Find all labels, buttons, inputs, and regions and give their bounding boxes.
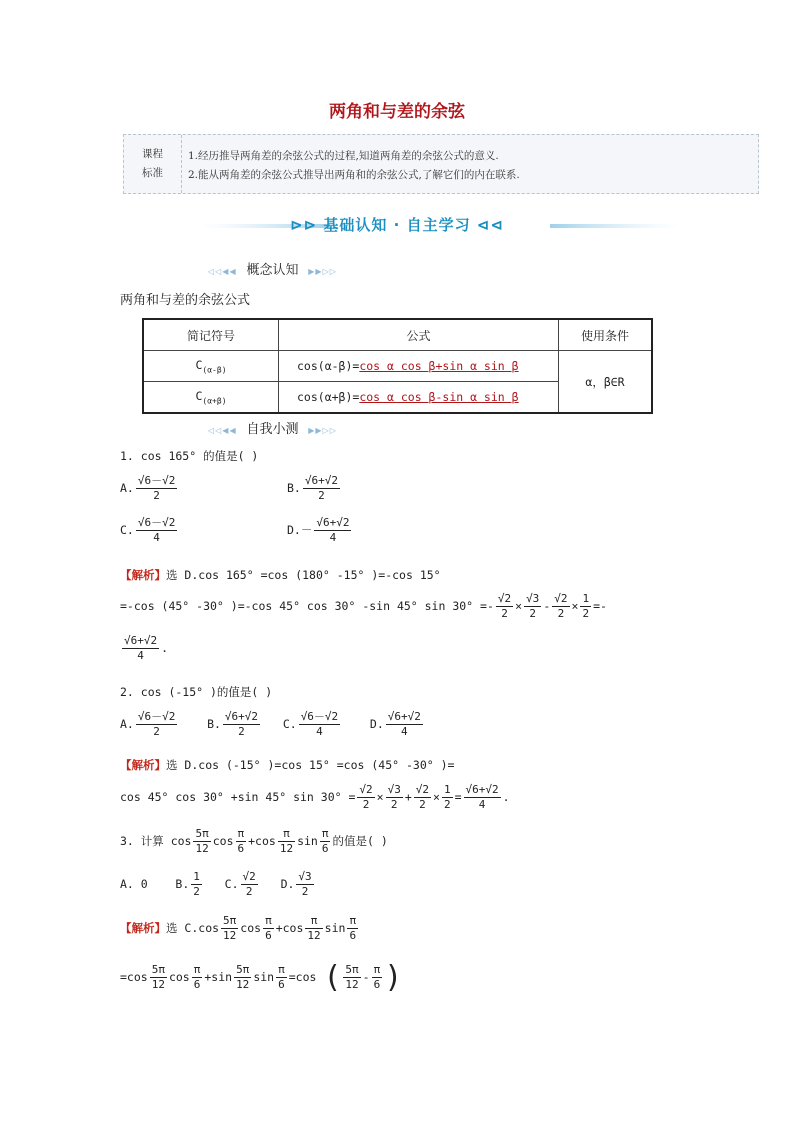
standard-item-2: 2.能从两角差的余弦公式推导出两角和的余弦公式,了解它们的内在联系.: [188, 169, 520, 181]
table-header: 简记符号: [143, 319, 279, 351]
formula-cell: cos(α+β)=cos α cos β-sin α sin β: [279, 382, 559, 414]
q1-option-b: B. $\frac{√6+√2}{2}$: [287, 474, 338, 502]
standard-item-1: 1.经历推导两角差的余弦公式的过程,知道两角差的余弦公式的意义.: [188, 150, 499, 162]
self-test-heading: ◁◁◀◀ 自我小测 ▶▶▷▷: [208, 422, 337, 437]
q2-answer-line-2: cos 45° cos 30° +sin 45° sin 30° = $\frac{√2}{2}$ × $\frac{√3}{2}$ + $\frac{√2}{2}$ × $\frac{1}{2}$ = $\frac{√6+√2}{4}$ .: [120, 783, 510, 811]
formula-table: [142, 318, 653, 414]
condition-cell: α，β∈R: [559, 351, 653, 414]
page-title: 两角和与差的余弦: [329, 102, 465, 122]
q1-answer-line-3: $\frac{√6+√2}{4}$ .: [124, 634, 169, 662]
question-1-stem: 1. cos 165° 的值是( ): [120, 449, 259, 463]
table-header: 公式: [279, 319, 559, 351]
q3-answer-line-1: 【解析】选 C.cos $\frac{5\pi}{12}$ cos $\frac{\pi}{6}$ +cos $\frac{\pi}{12}$ sin $\frac{\pi}{6}$: [120, 914, 357, 942]
symbol-cell: $C_{(\alpha-\beta)}$: [143, 351, 279, 382]
q1-option-c: C. $\frac{√6-√2}{4}$: [120, 516, 176, 544]
q2-options: A. $\frac{√6-√2}{2}$ B. $\frac{√6+√2}{2}$ C. $\frac{√6-√2}{4}$ D. $\frac{√6+√2}{4}$: [120, 710, 421, 738]
q1-option-a: A. $\frac{√6-√2}{2}$: [120, 474, 176, 502]
q2-answer-line-1: 【解析】选 D.cos (-15° )=cos 15° =cos (45° -30° )=: [120, 758, 455, 772]
course-standard-label: 课程 标准: [124, 135, 182, 193]
course-standard-box: [123, 134, 759, 194]
q1-option-d: D.－ $\frac{√6+√2}{4}$: [287, 516, 350, 544]
q3-options: A. 0 B. $\frac{1}{2}$ C. $\frac{√2}{2}$ D. $\frac{√3}{2}$: [120, 870, 312, 898]
formula-caption: 两角和与差的余弦公式: [120, 293, 251, 308]
question-3-stem: 3. 计算 cos $\frac{5\pi}{12}$ cos $\frac{\pi}{6}$ +cos $\frac{\pi}{12}$ sin $\frac{\pi}{6}$ 的值是( ): [120, 827, 388, 855]
formula-cell: cos(α-β)=cos α cos β+sin α sin β: [279, 351, 559, 382]
q1-answer-line-2: =-cos (45° -30° )=-cos 45° cos 30° -sin 45° sin 30° =- $\frac{√2}{2}$ × $\frac{√3}{2}$ - $\frac{√2}{2}$ × $\frac{1}{2}$ =-: [120, 592, 607, 620]
q3-answer-line-2: =cos $\frac{5\pi}{12}$ cos $\frac{\pi}{6}$ +sin $\frac{5\pi}{12}$ sin $\frac{\pi}{6}$ =cos ( $\frac{5\pi}{12}$ - $\frac{\pi}{6}$ ): [120, 960, 403, 995]
table-header: 使用条件: [559, 319, 653, 351]
q1-answer-line-1: 【解析】选 D.cos 165° =cos (180° -15° )=-cos 15°: [120, 568, 441, 582]
symbol-cell: $C_{(\alpha+\beta)}$: [143, 382, 279, 414]
section-banner: ⊳⊳ 基础认知 · 自主学习 ⊲⊲: [290, 216, 504, 234]
question-2-stem: 2. cos (-15° )的值是( ): [120, 685, 273, 699]
concept-heading: ◁◁◀◀ 概念认知 ▶▶▷▷: [208, 263, 337, 278]
